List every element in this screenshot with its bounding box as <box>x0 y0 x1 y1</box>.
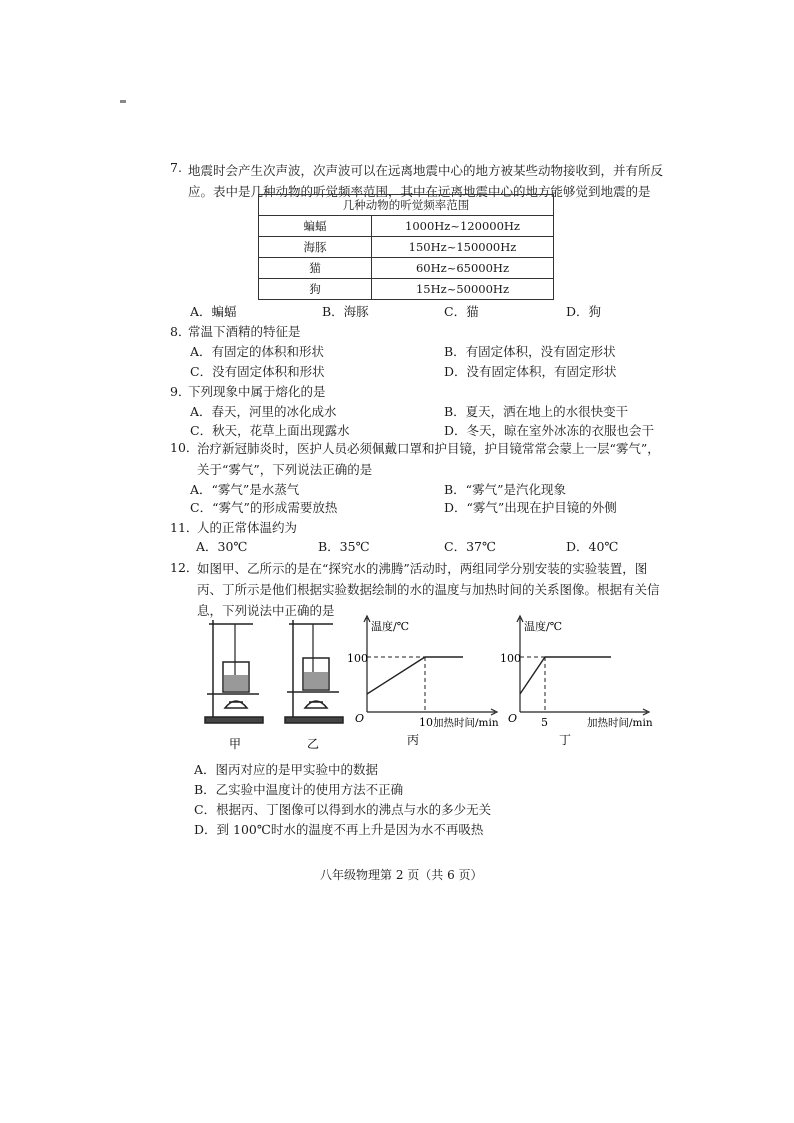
table-cell-animal: 狗 <box>259 279 372 300</box>
q7-option-b[interactable]: B．海豚 <box>322 304 369 319</box>
q11-stem: 人的正常体温约为 <box>197 520 298 535</box>
q10-option-b[interactable]: B．“雾气”是汽化现象 <box>444 482 566 497</box>
q9-stem: 下列现象中属于熔化的是 <box>188 384 326 399</box>
q7-stem: 地震时会产生次声波，次声波可以在远离地震中心的地方被某些动物接收到，并有所反应。表中是几种动物的听觉频率范围，其中在远离地震中心的地方能够觉到地震的是 <box>188 163 664 199</box>
frequency-table <box>258 194 554 300</box>
q8-option-d[interactable]: D．没有固定体积，有固定形状 <box>444 364 617 379</box>
q7-number: 7. <box>170 160 182 175</box>
q8-option-b[interactable]: B．有固定体积，没有固定形状 <box>444 344 616 359</box>
table-row <box>259 216 554 237</box>
q7-option-a[interactable]: A．蝙蝠 <box>190 304 237 319</box>
figure-label-jia: 甲 <box>229 737 242 751</box>
table-row <box>259 279 554 300</box>
q11-option-b[interactable]: B．35℃ <box>318 539 370 554</box>
q8-option-a[interactable]: A．有固定的体积和形状 <box>190 344 325 359</box>
table-cell-animal: 蝙蝠 <box>259 216 372 237</box>
q12-stem: 如图甲、乙所示的是在“探究水的沸腾”活动时，两组同学分别安装的实验装置，图丙、丁所示是他们根据实验数据绘制的水的温度与加热时间的关系图像。根据有关信息，下列说法中正确的是 <box>197 561 660 618</box>
graph-ding-origin: O <box>508 712 518 725</box>
table-row <box>259 258 554 279</box>
apparatus-jia <box>205 620 263 723</box>
q12-option-a[interactable]: A．图丙对应的是甲实验中的数据 <box>194 762 379 777</box>
q10-option-d[interactable]: D．“雾气”出现在护目镜的外侧 <box>444 500 617 515</box>
q8-option-c[interactable]: C．没有固定体积和形状 <box>190 364 325 379</box>
q9-option-a[interactable]: A．春天，河里的冰化成水 <box>190 404 337 419</box>
q9-number: 9． <box>170 384 191 399</box>
table-cell-range: 1000Hz~120000Hz <box>372 216 554 237</box>
q9-option-b[interactable]: B．夏天，洒在地上的水很快变干 <box>444 404 629 419</box>
table-row <box>259 237 554 258</box>
graph-bing-origin: O <box>355 712 365 725</box>
q10-option-c[interactable]: C．“雾气”的形成需要放热 <box>190 500 338 515</box>
page-footer: 八年级物理第 2 页（共 6 页） <box>320 868 483 882</box>
table-cell-animal: 猫 <box>259 258 372 279</box>
q8-number: 8． <box>170 324 191 339</box>
q11-option-c[interactable]: C．37℃ <box>444 539 496 554</box>
scan-mark <box>120 100 126 103</box>
graph-bing-ylabel: 温度/℃ <box>371 620 410 633</box>
q11-option-d[interactable]: D．40℃ <box>566 539 619 554</box>
q12-option-b[interactable]: B．乙实验中温度计的使用方法不正确 <box>194 782 404 797</box>
q9-option-c[interactable]: C．秋天，花草上面出现露水 <box>190 423 350 438</box>
figure-label-ding: 丁 <box>559 733 572 747</box>
apparatus-yi <box>285 620 343 723</box>
figure-label-yi: 乙 <box>307 737 320 751</box>
q10-option-a[interactable]: A．“雾气”是水蒸气 <box>190 482 300 497</box>
q11-option-a[interactable]: A．30℃ <box>196 539 248 554</box>
table-cell-range: 15Hz~50000Hz <box>372 279 554 300</box>
q10-number: 10． <box>170 440 199 455</box>
graph-ding-ytick: 100 <box>500 652 521 665</box>
q8-stem: 常温下酒精的特征是 <box>188 324 301 339</box>
graph-bing-xtick: 10 <box>419 716 433 729</box>
q7-option-c[interactable]: C．猫 <box>444 304 479 319</box>
q11-number: 11． <box>170 520 199 535</box>
graph-bing-ytick: 100 <box>347 652 368 665</box>
q12-option-d[interactable]: D．到 100℃时水的温度不再上升是因为水不再吸热 <box>194 822 484 837</box>
table-cell-animal: 海豚 <box>259 237 372 258</box>
graph-bing-xlabel: 加热时间/min <box>433 717 499 729</box>
q12-option-c[interactable]: C．根据丙、丁图像可以得到水的沸点与水的多少无关 <box>194 802 492 817</box>
q12-number: 12． <box>170 560 199 575</box>
table-cell-range: 60Hz~65000Hz <box>372 258 554 279</box>
graph-ding-xtick: 5 <box>541 716 548 729</box>
q10-stem: 治疗新冠肺炎时，医护人员必须佩戴口罩和护目镜，护目镜常常会蒙上一层“雾气”，关于“雾气”，下列说法正确的是 <box>197 441 660 477</box>
figure-label-bing: 丙 <box>407 733 420 747</box>
q12-figures <box>195 612 665 760</box>
q9-option-d[interactable]: D．冬天，晾在室外冰冻的衣服也会干 <box>444 423 655 438</box>
graph-ding-ylabel: 温度/℃ <box>524 620 563 633</box>
q7-option-d[interactable]: D．狗 <box>566 304 602 319</box>
graph-ding-xlabel: 加热时间/min <box>587 717 653 729</box>
table-title: 几种动物的听觉频率范围 <box>259 195 554 216</box>
table-cell-range: 150Hz~150000Hz <box>372 237 554 258</box>
